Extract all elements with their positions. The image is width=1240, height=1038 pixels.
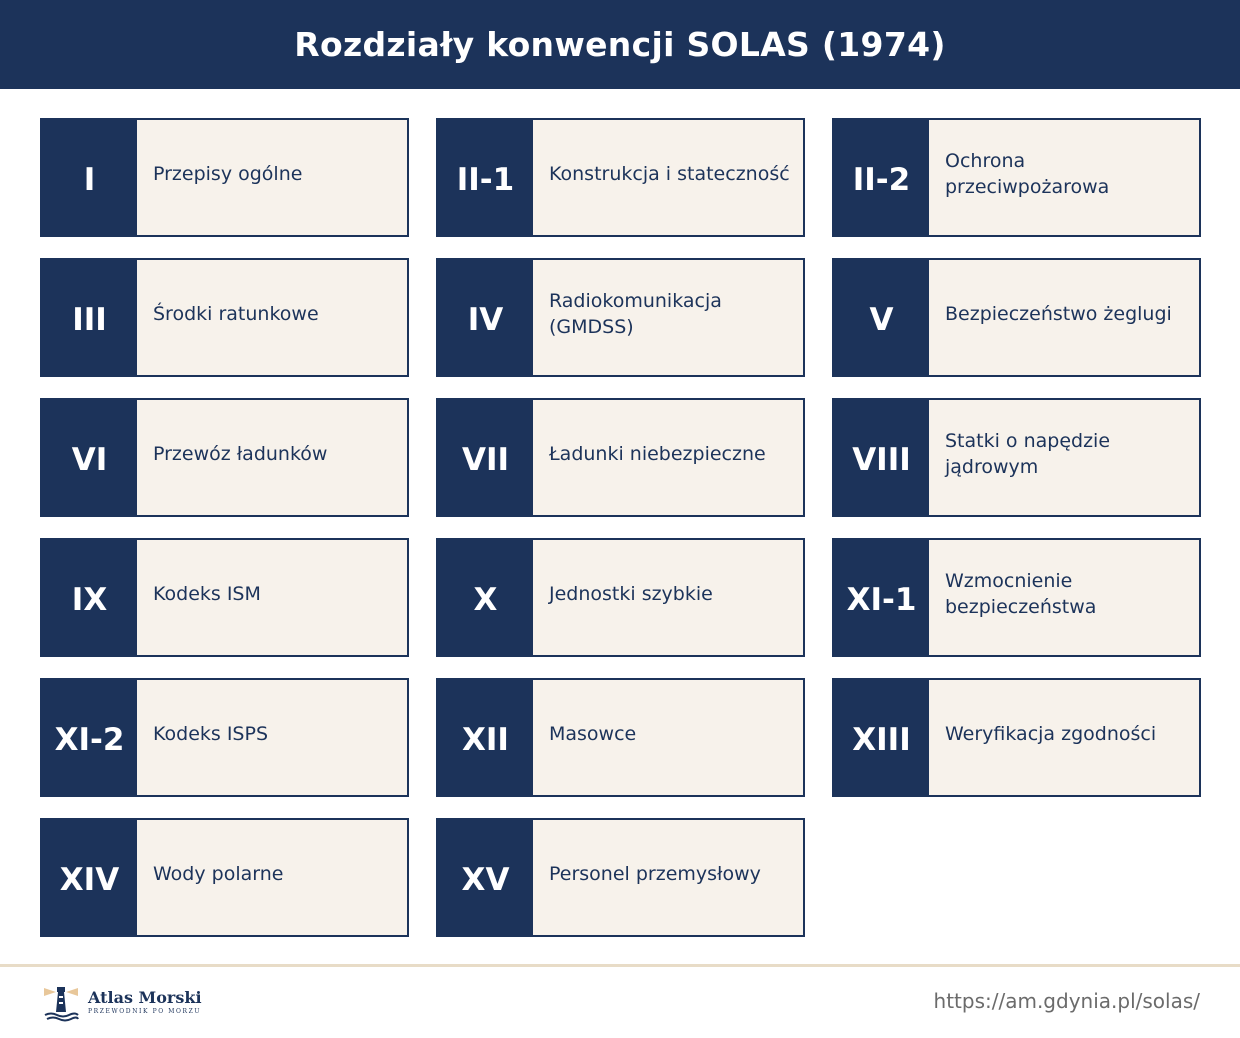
- chapter-number: X: [438, 540, 533, 655]
- chapter-label: Ochrona przeciwpożarowa: [945, 149, 1110, 198]
- chapter-card: [832, 678, 1201, 797]
- chapter-card: [832, 258, 1201, 377]
- logo-name: Atlas Morski: [88, 988, 202, 1007]
- chapter-label: Statki o napędzie jądrowym: [945, 429, 1111, 478]
- chapter-card: [436, 258, 805, 377]
- chapter-label: Ładunki niebezpieczne: [549, 442, 766, 465]
- chapter-label: Przepisy ogólne: [153, 162, 303, 185]
- chapter-number: XI-1: [834, 540, 929, 655]
- chapter-label: Konstrukcja i stateczność: [549, 162, 790, 185]
- lighthouse-icon: [42, 984, 80, 1022]
- chapter-label: Wody polarne: [153, 862, 284, 885]
- chapter-label: Radiokomunikacja (GMDSS): [549, 289, 722, 338]
- chapter-number: III: [42, 260, 137, 375]
- chapter-number: VIII: [834, 400, 929, 515]
- page-title: Rozdziały konwencji SOLAS (1974): [294, 25, 946, 64]
- chapter-number: XIV: [42, 820, 137, 935]
- chapter-label: Środki ratunkowe: [153, 302, 319, 325]
- chapter-number: VI: [42, 400, 137, 515]
- chapter-card: [436, 678, 805, 797]
- chapter-number: XV: [438, 820, 533, 935]
- chapter-label: Wzmocnienie bezpieczeństwa: [945, 569, 1097, 618]
- chapter-card: [40, 398, 409, 517]
- chapter-card: [832, 538, 1201, 657]
- chapter-label: Przewóz ładunków: [153, 442, 328, 465]
- chapter-number: VII: [438, 400, 533, 515]
- chapter-card: [436, 818, 805, 937]
- chapter-number: XI-2: [42, 680, 137, 795]
- chapter-label: Kodeks ISPS: [153, 722, 269, 745]
- logo-subtitle: PRZEWODNIK PO MORZU: [88, 1008, 202, 1015]
- chapter-card: [436, 118, 805, 237]
- chapter-number: V: [834, 260, 929, 375]
- chapter-card: [40, 818, 409, 937]
- chapter-number: I: [42, 120, 137, 235]
- chapter-card: [40, 118, 409, 237]
- footer-divider: [0, 964, 1240, 967]
- atlas-morski-logo[interactable]: [42, 984, 202, 1022]
- chapter-card: [40, 258, 409, 377]
- chapter-card: [832, 118, 1201, 237]
- chapter-card: [436, 398, 805, 517]
- chapter-label: Personel przemysłowy: [549, 862, 761, 885]
- chapter-card: [436, 538, 805, 657]
- chapter-number: II-2: [834, 120, 929, 235]
- chapter-label: Kodeks ISM: [153, 582, 261, 605]
- chapter-label: Bezpieczeństwo żeglugi: [945, 302, 1172, 325]
- chapter-number: IX: [42, 540, 137, 655]
- chapter-card: [40, 538, 409, 657]
- chapter-number: II-1: [438, 120, 533, 235]
- chapter-label: Jednostki szybkie: [549, 582, 713, 605]
- page-header: [0, 0, 1240, 89]
- chapter-number: IV: [438, 260, 533, 375]
- chapter-card: [40, 678, 409, 797]
- chapter-number: XII: [438, 680, 533, 795]
- chapter-label: Weryfikacja zgodności: [945, 722, 1157, 745]
- chapter-label: Masowce: [549, 722, 637, 745]
- source-url[interactable]: https://am.gdynia.pl/solas/: [933, 989, 1200, 1013]
- chapter-number: XIII: [834, 680, 929, 795]
- chapter-card: [832, 398, 1201, 517]
